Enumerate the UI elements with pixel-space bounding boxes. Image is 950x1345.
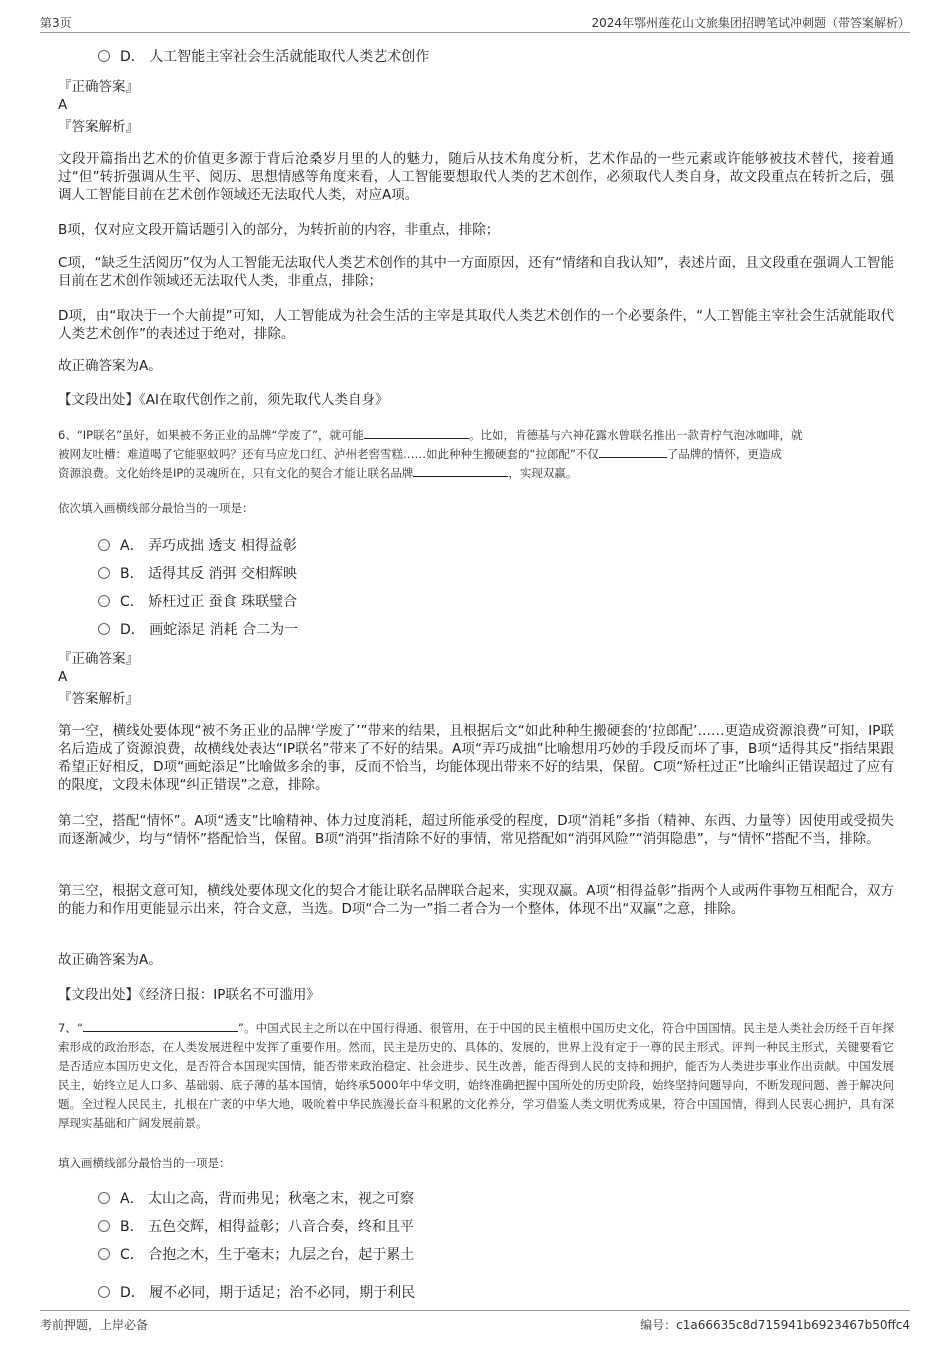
q6-analysis-p2: 第二空，搭配“情怀”。A项“透支”比喻精神、体力过度消耗，超过所能承受的程度，D项“消耗”多指（精神、东西、力量等）因使用或受损失而逐渐减少，均与“情怀”搭配恰当，保留。B项“消弭”指清除不好的事情，常见搭配如“消弭风险”“消弭隐患”，与“情怀”搭配不当，排除。 (58, 813, 894, 847)
blank-2 (599, 445, 667, 458)
blank-1 (364, 426, 469, 439)
page-number: 第3页 (40, 16, 72, 30)
radio-icon[interactable] (98, 623, 110, 635)
radio-icon[interactable] (98, 1248, 110, 1260)
q5-answer-label: 『正确答案』 (58, 79, 139, 95)
q7-option-d[interactable]: D． 履不必同，期于适足；治不必同，期于利民 (98, 1282, 415, 1304)
q5-analysis-p4: D项，由“取决于一个大前提”可知，人工智能成为社会生活的主宰是其取代人类艺术创作的一个必要条件，“人工智能主宰社会生活就能取代人类艺术创作”的表述过于绝对，排除。 (58, 308, 894, 342)
q7-stem: 7、“ ”。中国式民主之所以在中国行得通、很管用，在于中国的民主植根中国历史文化，符合中国国情。民主是人类社会历经千百年探索形成的政治形态，在人类发展进程中发挥了重要作用。然而，民主是历史的、具体的、发展的，世界上没有定于一尊的民主形式。评判一种民主形式，关键要看它是否适应本国历史文化，是否符合本国现实国情，能否带来政治稳定、社会进步、民生改善，能否得到人民的支持和拥护，能否为人类进步事业作出贡献。中国发展民主，始终立足人口多、基础弱、底子薄的基本国情，始终承5000年中华文明，始终准确把握中国所处的历史阶段，始终坚持问题导向，不断发现问题、善于解决问题。全过程人民民主，扎根在广袤的中华大地，吸吮着中华民族漫长奋斗积累的文化养分，学习借鉴人类文明优秀成果，符合中国国情，得到人民衷心拥护，具有深厚现实基础和广阔发展前景。 (58, 1021, 895, 1130)
q6-analysis-p3: 第三空，根据文意可知，横线处要体现文化的契合才能让联名品牌联合起来，实现双赢。A项“相得益彰”指两个人或两件事物互相配合，双方的能力和作用更能显示出来，符合文意，当选。D项“合二为一”指二者合为一个整体，体现不出“双赢”之意，排除。 (58, 883, 894, 917)
q6-option-d[interactable]: D． 画蛇添足 消耗 合二为一 (98, 619, 298, 641)
q5-analysis-p1: 文段开篇指出艺术的价值更多源于背后沧桑岁月里的人的魅力，随后从技术角度分析，艺术作品的一些元素或许能够被技术替代，接着通过“但”转折强调从生平、阅历、思想情感等角度来看，人工智能要想取代人类的艺术创作，必须取代人类自身，故文段重点在转折之后，强调人工智能目前在艺术创作领域还无法取代人类，对应A项。 (58, 151, 894, 203)
page-footer (40, 1310, 910, 1335)
radio-icon[interactable] (98, 1192, 110, 1204)
q5-analysis-p2: B项，仅对应文段开篇话题引入的部分，为转折前的内容，非重点，排除； (58, 222, 500, 238)
q6-option-a[interactable]: A． 弄巧成拙 透支 相得益彰 (98, 535, 297, 557)
radio-icon[interactable] (98, 595, 110, 607)
q5-analysis-label: 『答案解析』 (58, 119, 139, 135)
document-title: 2024年鄂州莲花山文旅集团招聘笔试冲刺题（带答案解析） (591, 16, 910, 30)
q5-conclusion: 故正确答案为A。 (58, 358, 162, 374)
q5-analysis-p3: C项，“缺乏生活阅历”仅为人工智能无法取代人类艺术创作的其中一方面原因，还有“情绪和自我认知”，表述片面，且文段重在强调人工智能目前在艺术创作领域还无法取代人类，非重点，排除； (58, 255, 894, 289)
q7-option-c[interactable]: C． 合抱之木，生于毫末；九层之台，起于累土 (98, 1244, 414, 1266)
radio-icon[interactable] (98, 539, 110, 551)
blank-1 (83, 1019, 238, 1032)
radio-icon[interactable] (98, 1286, 110, 1298)
radio-icon[interactable] (98, 50, 110, 62)
q5-answer: A (58, 97, 68, 113)
q6-conclusion: 故正确答案为A。 (58, 952, 162, 968)
q6-analysis-p1: 第一空，横线处要体现“被不务正业的品牌‘学废了’”带来的结果，且根据后文“如此种种生搬硬套的‘拉郎配’……更造成资源浪费”可知，IP联名后造成了资源浪费，故横线处表达“IP联名”带来了不好的结果。A项“弄巧成拙”比喻想用巧妙的手段反而坏了事，B项“适得其反”指结果跟希望正好相反，D项“画蛇添足”比喻做多余的事，反而不恰当，均能体现出带来不好的结果，保留。C项“矫枉过正”比喻纠正错误超过了应有的限度，文段未体现“纠正错误”之意，排除。 (58, 723, 894, 793)
q6-prompt: 依次填入画横线部分最恰当的一项是： (58, 501, 254, 515)
radio-icon[interactable] (98, 1220, 110, 1232)
q7-prompt: 填入画横线部分最恰当的一项是： (58, 1156, 231, 1170)
q5-source: 【文段出处】《AI在取代创作之前，须先取代人类自身》 (58, 392, 389, 408)
document-id: 编号：c1a66635c8d715941b6923467b50ffc4 (640, 1318, 910, 1332)
page-header (40, 12, 910, 33)
q6-stem: 6、“IP联名”虽好，如果被不务正业的品牌“学废了”，就可能 。比如，肯德基与六神花露水曾联名推出一款青柠气泡冰咖啡，就 被网友吐槽：难道喝了它能驱蚊吗？还有马应龙口红、泸州老窖雪糕……如此种种生搬硬套的“拉郎配”不仅 了品牌的情怀，更造成 资源浪费。文化始终是IP的灵魂所在，只有文化的契合才能让联名品牌 ，实现双赢。 (58, 428, 803, 480)
q6-option-b[interactable]: B． 适得其反 消弭 交相辉映 (98, 563, 297, 585)
q6-source: 【文段出处】《经济日报：IP联名不可滥用》 (58, 987, 320, 1003)
blank-3 (413, 464, 508, 477)
radio-icon[interactable] (98, 567, 110, 579)
q7-option-a[interactable]: A． 太山之高，背而弗见；秋毫之末，视之可察 (98, 1188, 414, 1210)
q6-answer-label: 『正确答案』 (58, 651, 139, 667)
q6-analysis-label: 『答案解析』 (58, 691, 139, 707)
footer-slogan: 考前押题，上岸必备 (40, 1318, 149, 1332)
q5-option-d[interactable]: D． 人工智能主宰社会生活就能取代人类艺术创作 (98, 46, 429, 68)
q7-option-b[interactable]: B． 五色交辉，相得益彰；八音合奏，终和且平 (98, 1216, 414, 1238)
q6-answer: A (58, 669, 68, 685)
q6-option-c[interactable]: C． 矫枉过正 蚕食 珠联璧合 (98, 591, 297, 613)
